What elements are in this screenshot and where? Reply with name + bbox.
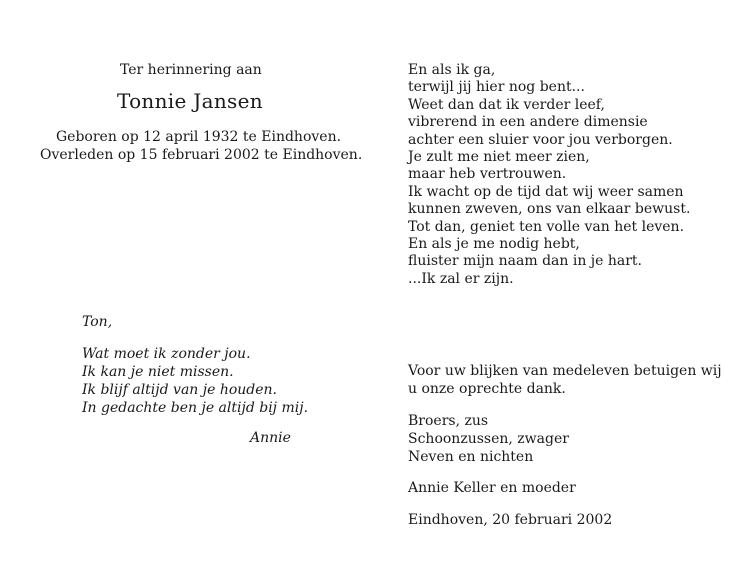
poem-line: kunnen zweven, ons van elkaar bewust. [408,201,691,218]
poem-line: En als je me nodig hebt, [408,235,580,252]
note-line: Ik kan je niet missen. [82,364,234,380]
intro-line: Ter herinnering aan [120,62,262,78]
place-date: Eindhoven, 20 februari 2002 [408,512,613,528]
poem-line: ...Ik zal er zijn. [408,270,514,287]
poem-line: En als ik ga, [408,62,496,78]
thanks-text [408,362,722,398]
poem-line: achter een sluier voor jou verborgen. [408,131,673,148]
poem-line: fluister mijn naam dan in je hart. [408,253,642,270]
poem-line: Ik wacht op de tijd dat wij weer samen [408,183,684,200]
personal-note [82,345,308,417]
poem-line: Weet dan dat ik verder leef, [408,96,605,113]
deceased-name: Tonnie Jansen [117,89,263,113]
note-salutation: Ton, [82,314,113,330]
family-line: Broers, zus [408,413,489,429]
poem-line: maar heb vertrouwen. [408,166,567,183]
family-line: Schoonzussen, zwager [408,431,569,447]
poem-line: terwijl jij hier nog bent... [408,79,585,96]
poem-line: Tot dan, geniet ten volle van het leven. [408,218,685,235]
poem-line: Je zult me niet meer zien, [408,148,590,165]
death-line: Overleden op 15 februari 2002 te Eindhoven. [40,147,363,163]
note-line: Ik blijf altijd van je houden. [82,382,278,398]
poem-line: vibrerend in een andere dimensie [408,114,648,131]
kin-line: Annie Keller en moeder [408,480,576,496]
note-signature: Annie [250,430,291,446]
thanks-line: u onze oprechte dank. [408,381,566,397]
note-line: In gedachte ben je altijd bij mij. [82,400,309,416]
poem [408,62,690,288]
note-line: Wat moet ik zonder jou. [82,346,251,362]
birth-line: Geboren op 12 april 1932 te Eindhoven. [56,129,342,145]
thanks-line: Voor uw blijken van medeleven betuigen wij [408,363,722,379]
family-line: Neven en nichten [408,449,534,465]
family-list [408,412,569,466]
